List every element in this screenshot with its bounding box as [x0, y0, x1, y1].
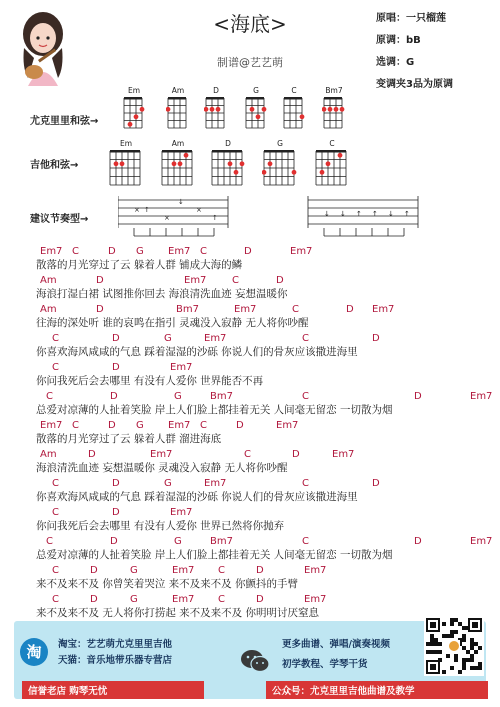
original-key: 原调：bB — [376, 35, 421, 46]
chord-symbol: G — [174, 391, 182, 402]
chord-symbol: G — [164, 478, 172, 489]
chord-symbol: D — [110, 536, 118, 547]
chord-symbol: D — [372, 478, 380, 489]
uke-chord-name: Bm7 — [325, 86, 343, 95]
svg-text:↑: ↑ — [356, 210, 362, 218]
chord-symbol: D — [96, 275, 104, 286]
lyric-text: 你喜欢海风咸咸的气息 踩着湿湿的沙砾 你说人们的骨灰应该撒进海里 — [36, 491, 358, 503]
chord-symbol: C — [200, 246, 207, 257]
guitar-chord-name: D — [225, 139, 231, 148]
chord-symbol: C — [218, 594, 225, 605]
lyric-line — [0, 275, 500, 299]
lyric-line — [0, 536, 500, 560]
lyric-line — [0, 333, 500, 357]
chord-symbol: D — [414, 536, 422, 547]
chord-symbol: G — [136, 420, 144, 431]
lyric-text: 你喜欢海风咸咸的气息 踩着湿湿的沙砾 你说人们的骨灰应该撒进海里 — [36, 346, 358, 358]
learn-info: 初学教程、学琴干货 — [282, 659, 368, 670]
uke-chord-diagram — [204, 96, 228, 130]
chord-symbol: D — [96, 304, 104, 315]
wechat-account[interactable]: 公众号：尤克里里吉他曲谱及教学 — [266, 681, 488, 699]
taobao-logo: 淘 — [20, 638, 48, 666]
chord-symbol: G — [130, 565, 138, 576]
svg-text:↑: ↑ — [212, 214, 218, 222]
uke-chord-diagram — [282, 96, 306, 130]
lyric-line — [0, 246, 500, 270]
uke-chord-name: Em — [127, 86, 141, 95]
chord-symbol: Em7 — [40, 246, 63, 257]
chord-symbol: Em7 — [172, 594, 195, 605]
lyric-text: 散落的月光穿过了云 躲着人群 溜进海底 — [36, 433, 222, 445]
svg-text:↓: ↓ — [324, 210, 330, 218]
chord-symbol: C — [292, 304, 299, 315]
chord-symbol: D — [110, 391, 118, 402]
chord-symbol: D — [256, 565, 264, 576]
lyric-line — [0, 420, 500, 444]
chord-symbol: Em7 — [332, 449, 355, 460]
chord-symbol: C — [46, 391, 53, 402]
uke-chord-name: Am — [171, 86, 185, 95]
lyric-text: 总爱对凉薄的人扯着笑脸 岸上人们脸上都挂着无关 人间毫无留恋 一切散为烟 — [36, 404, 393, 416]
chord-symbol: Em7 — [168, 420, 191, 431]
chord-symbol: D — [346, 304, 354, 315]
chord-symbol: C — [46, 536, 53, 547]
lyric-text: 来不及来不及 你曾笑着哭泣 来不及来不及 你颤抖的手臂 — [36, 578, 299, 590]
rhythm-pattern — [118, 192, 478, 238]
guitar-chord-name: Em — [119, 139, 133, 148]
chord-symbol: D — [108, 246, 116, 257]
svg-text:↓: ↓ — [340, 210, 346, 218]
chord-symbol: Em7 — [470, 391, 493, 402]
page-title: <海底> — [213, 12, 287, 36]
tmall-shop[interactable]: 天猫：音乐地带乐器专营店 — [58, 655, 173, 666]
chord-symbol: D — [90, 565, 98, 576]
uke-chord-diagram — [166, 96, 190, 130]
lyric-text: 往海的深处听 谁的哀鸣在指引 灵魂没入寂静 无人将你吵醒 — [36, 317, 309, 329]
chord-symbol: G — [136, 246, 144, 257]
lyric-text: 来不及来不及 无人将你打捞起 来不及来不及 你明明讨厌窒息 — [36, 607, 320, 619]
chord-symbol: D — [108, 420, 116, 431]
guitar-chord-name: Am — [171, 139, 185, 148]
lyric-line — [0, 449, 500, 473]
chord-symbol: G — [164, 333, 172, 344]
chord-symbol: Em7 — [40, 420, 63, 431]
capo-note: 变调夹3品为原调 — [376, 79, 453, 90]
chord-symbol: G — [130, 594, 138, 605]
chord-symbol: D — [112, 507, 120, 518]
guitar-chord-name: C — [329, 139, 335, 148]
uke-chord-name: D — [213, 86, 219, 95]
lyric-text: 总爱对凉薄的人扯着笑脸 岸上人们脸上都挂着无关 人间毫无留恋 一切散为烟 — [36, 549, 393, 561]
svg-text:×: × — [134, 206, 140, 214]
guitar-chord-diagram — [262, 149, 298, 187]
more-info: 更多曲谱、弹唱/演奏视频 — [282, 639, 390, 650]
arranger-credit: 制谱@艺艺萌 — [217, 56, 283, 69]
uke-chord-diagram — [322, 96, 346, 130]
chord-symbol: C — [52, 507, 59, 518]
chord-symbol: C — [218, 565, 225, 576]
lyric-text: 海浪清洗血迹 妄想温暖你 灵魂没入寂静 无人将你吵醒 — [36, 462, 288, 474]
chord-symbol: C — [52, 362, 59, 373]
guitar-chord-diagram — [314, 149, 350, 187]
svg-text:↓: ↓ — [388, 210, 394, 218]
lyric-text: 你问我死后会去哪里 有没有人爱你 世界能否不再 — [36, 375, 264, 387]
wechat-icon — [240, 648, 270, 678]
svg-text:↑: ↑ — [144, 206, 150, 214]
svg-text:×: × — [164, 214, 170, 222]
trust-badge: 信誉老店 购琴无忧 — [22, 681, 204, 699]
guitar-chord-diagram — [210, 149, 246, 187]
chord-symbol: C — [72, 420, 79, 431]
chord-symbol: Em7 — [172, 565, 195, 576]
chord-symbol: C — [72, 246, 79, 257]
chord-symbol: Em7 — [372, 304, 395, 315]
guitar-chord-diagram — [108, 149, 144, 187]
chord-symbol: D — [112, 478, 120, 489]
lyric-text: 你问我死后会去哪里 有没有人爱你 世界已然将你抛弃 — [36, 520, 285, 532]
chord-symbol: C — [200, 420, 207, 431]
chord-symbol: Bm7 — [210, 536, 233, 547]
chord-symbol: Em7 — [170, 507, 193, 518]
chord-symbol: D — [414, 391, 422, 402]
rhythm-row-label: 建议节奏型→ — [30, 214, 89, 225]
chord-symbol: Em7 — [304, 594, 327, 605]
chord-symbol: D — [372, 333, 380, 344]
chord-symbol: Em7 — [168, 246, 191, 257]
chord-symbol: D — [90, 594, 98, 605]
svg-text:×: × — [196, 206, 202, 214]
chord-symbol: Em7 — [470, 536, 493, 547]
chord-symbol: Am — [40, 449, 57, 460]
chord-symbol: Em7 — [150, 449, 173, 460]
chord-symbol: C — [302, 478, 309, 489]
chord-symbol: Em7 — [184, 275, 207, 286]
uke-chord-name: C — [291, 86, 297, 95]
svg-text:↑: ↑ — [404, 210, 410, 218]
chord-symbol: Am — [40, 275, 57, 286]
chord-symbol: C — [52, 478, 59, 489]
chord-symbol: C — [52, 333, 59, 344]
chord-symbol: C — [232, 275, 239, 286]
chord-symbol: D — [292, 449, 300, 460]
chord-symbol: Em7 — [276, 420, 299, 431]
lyric-line — [0, 565, 500, 589]
chord-symbol: Bm7 — [176, 304, 199, 315]
lyric-line — [0, 478, 500, 502]
lyric-line — [0, 391, 500, 415]
lyric-text: 散落的月光穿过了云 躲着人群 铺成大海的鳞 — [36, 259, 243, 271]
svg-text:↓: ↓ — [178, 198, 184, 206]
guitar-chord-name: G — [277, 139, 283, 148]
ukulele-row-label: 尤克里里和弦→ — [30, 116, 99, 127]
lyric-text: 海浪打湿白裙 试图推你回去 海浪清洗血迹 妄想温暖你 — [36, 288, 288, 300]
uke-chord-name: G — [253, 86, 259, 95]
chord-symbol: D — [256, 594, 264, 605]
chord-symbol: C — [302, 536, 309, 547]
lyric-line — [0, 594, 500, 618]
chord-symbol: D — [236, 420, 244, 431]
chord-symbol: D — [276, 275, 284, 286]
svg-text:↑: ↑ — [372, 210, 378, 218]
guitar-row-label: 吉他和弦→ — [30, 160, 79, 171]
chord-symbol: D — [244, 246, 252, 257]
lyric-line — [0, 304, 500, 328]
chord-symbol: C — [302, 391, 309, 402]
taobao-shop[interactable]: 淘宝：艺艺萌尤克里里吉他 — [58, 639, 173, 650]
chord-symbol: C — [52, 565, 59, 576]
chord-symbol: Am — [40, 304, 57, 315]
chord-symbol: C — [52, 594, 59, 605]
chosen-key: 选调：G — [376, 57, 415, 68]
chord-symbol: Bm7 — [210, 391, 233, 402]
chord-symbol: D — [112, 362, 120, 373]
chord-symbol: C — [302, 333, 309, 344]
chord-symbol: Em7 — [290, 246, 313, 257]
original-singer: 原唱：一只榴莲 — [376, 13, 446, 24]
chord-symbol: D — [88, 449, 96, 460]
chord-symbol: Em7 — [170, 362, 193, 373]
lyric-line — [0, 507, 500, 531]
guitar-chord-diagram — [160, 149, 196, 187]
chord-symbol: Em7 — [304, 565, 327, 576]
chord-symbol: Em7 — [234, 304, 257, 315]
uke-chord-diagram — [244, 96, 268, 130]
qr-code[interactable] — [424, 616, 484, 676]
chord-symbol: D — [112, 333, 120, 344]
chord-symbol: Em7 — [204, 333, 227, 344]
chord-symbol: G — [174, 536, 182, 547]
lyric-line — [0, 362, 500, 386]
chord-symbol: Em7 — [204, 478, 227, 489]
uke-chord-diagram — [122, 96, 146, 130]
chord-symbol: C — [244, 449, 251, 460]
